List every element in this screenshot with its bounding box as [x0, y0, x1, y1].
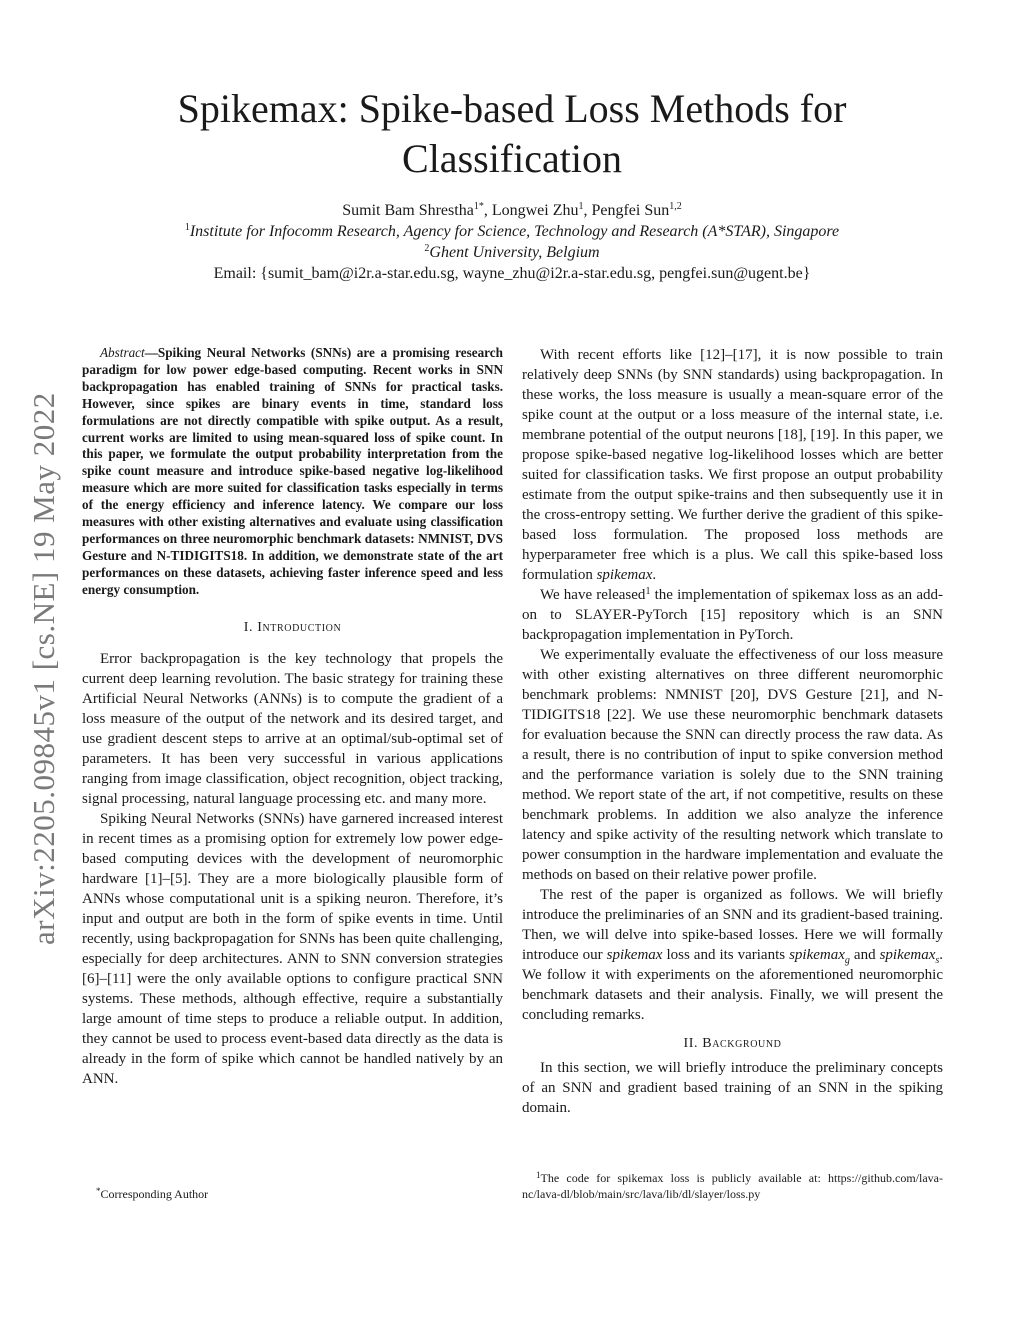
abstract-text: Spiking Neural Networks (SNNs) are a promising research paradigm for low power edge-based computing. Recent works in SNN backpropagation has enabled training of SNNs for practical tasks. However, since spikes are binary events in time, standard loss formulations are not directly compatible with spike output. As a result, current works are limited to using mean-squared loss of spike count. In this paper, we formulate the output probability interpretation from the spike count measure and introduce spike-based negative log-likelihood measure which are more suited for classification tasks especially in terms of the energy efficiency and inference latency. We compare our loss measures with other existing alternatives and evaluate using classification performances on three neuromorphic benchmark datasets: NMNIST, DVS Gesture and N-TIDIGITS18. In addition, we demonstrate state of the art performances on these datasets, achieving faster inference speed and less energy consumption.: [82, 345, 503, 597]
author-1: Sumit Bam Shrestha: [342, 202, 474, 219]
author-2-sup: 1: [578, 201, 584, 212]
author-3-sup: 1,2: [669, 201, 682, 212]
author-2: Longwei Zhu: [491, 202, 579, 219]
right-paragraph-3: We experimentally evaluate the effectiveness of our loss measure with other existing alternatives on three different neuromorphic benchmark problems: NMNIST [20], DVS Gesture [21], and N-TIDIGITS18 [22]. We use these neuromorphic benchmark datasets for evaluation because the SNN can directly process the raw data. As a result, there is no contribution of input to spike conversion method and the performance variation is solely due to the SNN training method. We report state of the art, if not competitive, results on these benchmark problems. In addition we also analyze the inference latency and spike activity of the resulting network which translate to power consumption in the hardware implementation and evaluate the methods on based on their relative power profile.: [522, 647, 943, 883]
left-column: [82, 345, 503, 1089]
right-paragraph-2: We have released$^1$ the implementation of spikemax loss as an add-on to SLAYER-PyTorch [15] repository which is an SNN backpropagation implementation in PyTorch.: [522, 586, 944, 643]
affiliation-2: $^2$Ghent University, Belgium: [424, 243, 600, 261]
abstract: Abstract—Spiking Neural Networks (SNNs) are a promising research paradigm for low power edge-based computing. Recent works in SNN backpropagation has enabled training of SNNs for practical tasks. However, since spikes are binary events in time, standard loss formulations are not directly compatible with spike output. As a result, current works are limited to using mean-squared loss of spike count. In this paper, we formulate the output probability interpretation from the spike count measure and introduce spike-based negative log-likelihood measure which are more suited for classification tasks especially in terms of the energy efficiency and inference latency. We compare our loss measures with other existing alternatives and evaluate using classification performances on three neuromorphic benchmark datasets: NMNIST, DVS Gesture and N-TIDIGITS18. In addition, we demonstrate state of the art performances on these datasets, achieving faster inference speed and less energy consumption.: [82, 345, 503, 597]
abstract-label: Abstract: [100, 345, 145, 360]
right-column: [522, 345, 943, 1118]
section-heading-background: II. Background: [683, 1036, 782, 1051]
footnote-corresponding-author: *Corresponding Author: [96, 1186, 209, 1201]
affiliation-1: $^1$Institute for Infocomm Research, Agency for Science, Technology and Research (A*STAR), Singapore: [184, 222, 840, 240]
right-paragraph-4: The rest of the paper is organized as follows. We will briefly introduce the preliminaries of an SNN and its gradient-based training. Then, we will delve into spike-based losses. Here we will formally introduce our spikemax loss and its variants spikemax$_g$ and spikemax$_s$. We follow it with experiments on the aforementioned neuromorphic benchmark datasets and their analysis. Finally, we will present the concluding remarks.: [522, 887, 944, 1023]
section-heading-introduction: I. Introduction: [243, 619, 342, 635]
paper-title: Spikemax: Spike-based Loss Methods for Classification: [177, 86, 847, 181]
footnote-mark-1: 1: [645, 586, 651, 597]
intro-paragraph-2: Spiking Neural Networks (SNNs) have garnered increased interest in recent times as a promising option for extremely low power edge-based computing devices with the development of neuromorphic hardware [1]–[5]. They are a more biologically plausible form of ANNs whose computational unit is a spiking neuron. Therefore, it’s input and output are both in the form of spike events in time. Until recently, using backpropagation for SNNs has been quite challenging, especially for deep architectures. ANN to SNN conversion strategies [6]–[11] were the only available options to configure practical SNN systems. These methods, although effective, require a substantially large amount of time steps to produce a reliable output. In addition, they cannot be used to process event-based data directly as the data is already in the form of spike which cannot be handled natively by an ANN.: [82, 810, 503, 1087]
background-paragraph-1: In this section, we will briefly introduce the preliminary concepts of an SNN and gradient based training of an SNN in the spiking domain.: [522, 1060, 943, 1116]
arxiv-identifier: arXiv:2205.09845v1 [cs.NE] 19 May 2022: [26, 392, 61, 945]
author-names: Sumit Bam Shrestha$^{1*}$, Longwei Zhu$^1$, Pengfei Sun$^{1,2}$: [342, 201, 682, 219]
author-1-sup: 1*: [473, 201, 484, 212]
author-emails: Email: {sumit_bam@i2r.a-star.edu.sg, wayne_zhu@i2r.a-star.edu.sg, pengfei.sun@ugent.be}: [213, 265, 811, 282]
footnote-code-availability: $^1$The code for spikemax loss is publicly available at: https://github.com/lava-nc/lava-dl/blob/main/src/lava/lib/dl/slayer/loss.py: [522, 1170, 943, 1201]
right-paragraph-1: With recent efforts like [12]–[17], it is now possible to train relatively deep SNNs (by SNN standards) using backpropagation. In these works, the loss measure is usually a mean-square error of the spike count at the output or a loss measure of the internal state, i.e. membrane potential of the output neurons [18], [19]. In this paper, we propose spike-based negative log-likelihood losses which are better suited for classification tasks. We first propose an output probability estimate from the output spike-trains and then subsequently use it in the cross-entropy setting. We further derive the gradient of this spike-based loss formulation. The proposed loss methods are hyperparameter free which is a plus. We call this spike-based loss formulation spikemax.: [522, 347, 943, 583]
intro-paragraph-1: Error backpropagation is the key technology that propels the current deep learning revolution. The basic strategy for training these Artificial Neural Networks (ANNs) is to compute the gradient of a loss measure of the output of the network and its desired target, and use gradient descent steps to arrive at an optimal/sub-optimal set of parameters. It has been very successful in various applications ranging from image classification, object recognition, object tracking, signal processing, natural language processing etc. and many more.: [82, 650, 503, 807]
author-3: Pengfei Sun: [591, 202, 670, 219]
author-block: [120, 200, 904, 284]
